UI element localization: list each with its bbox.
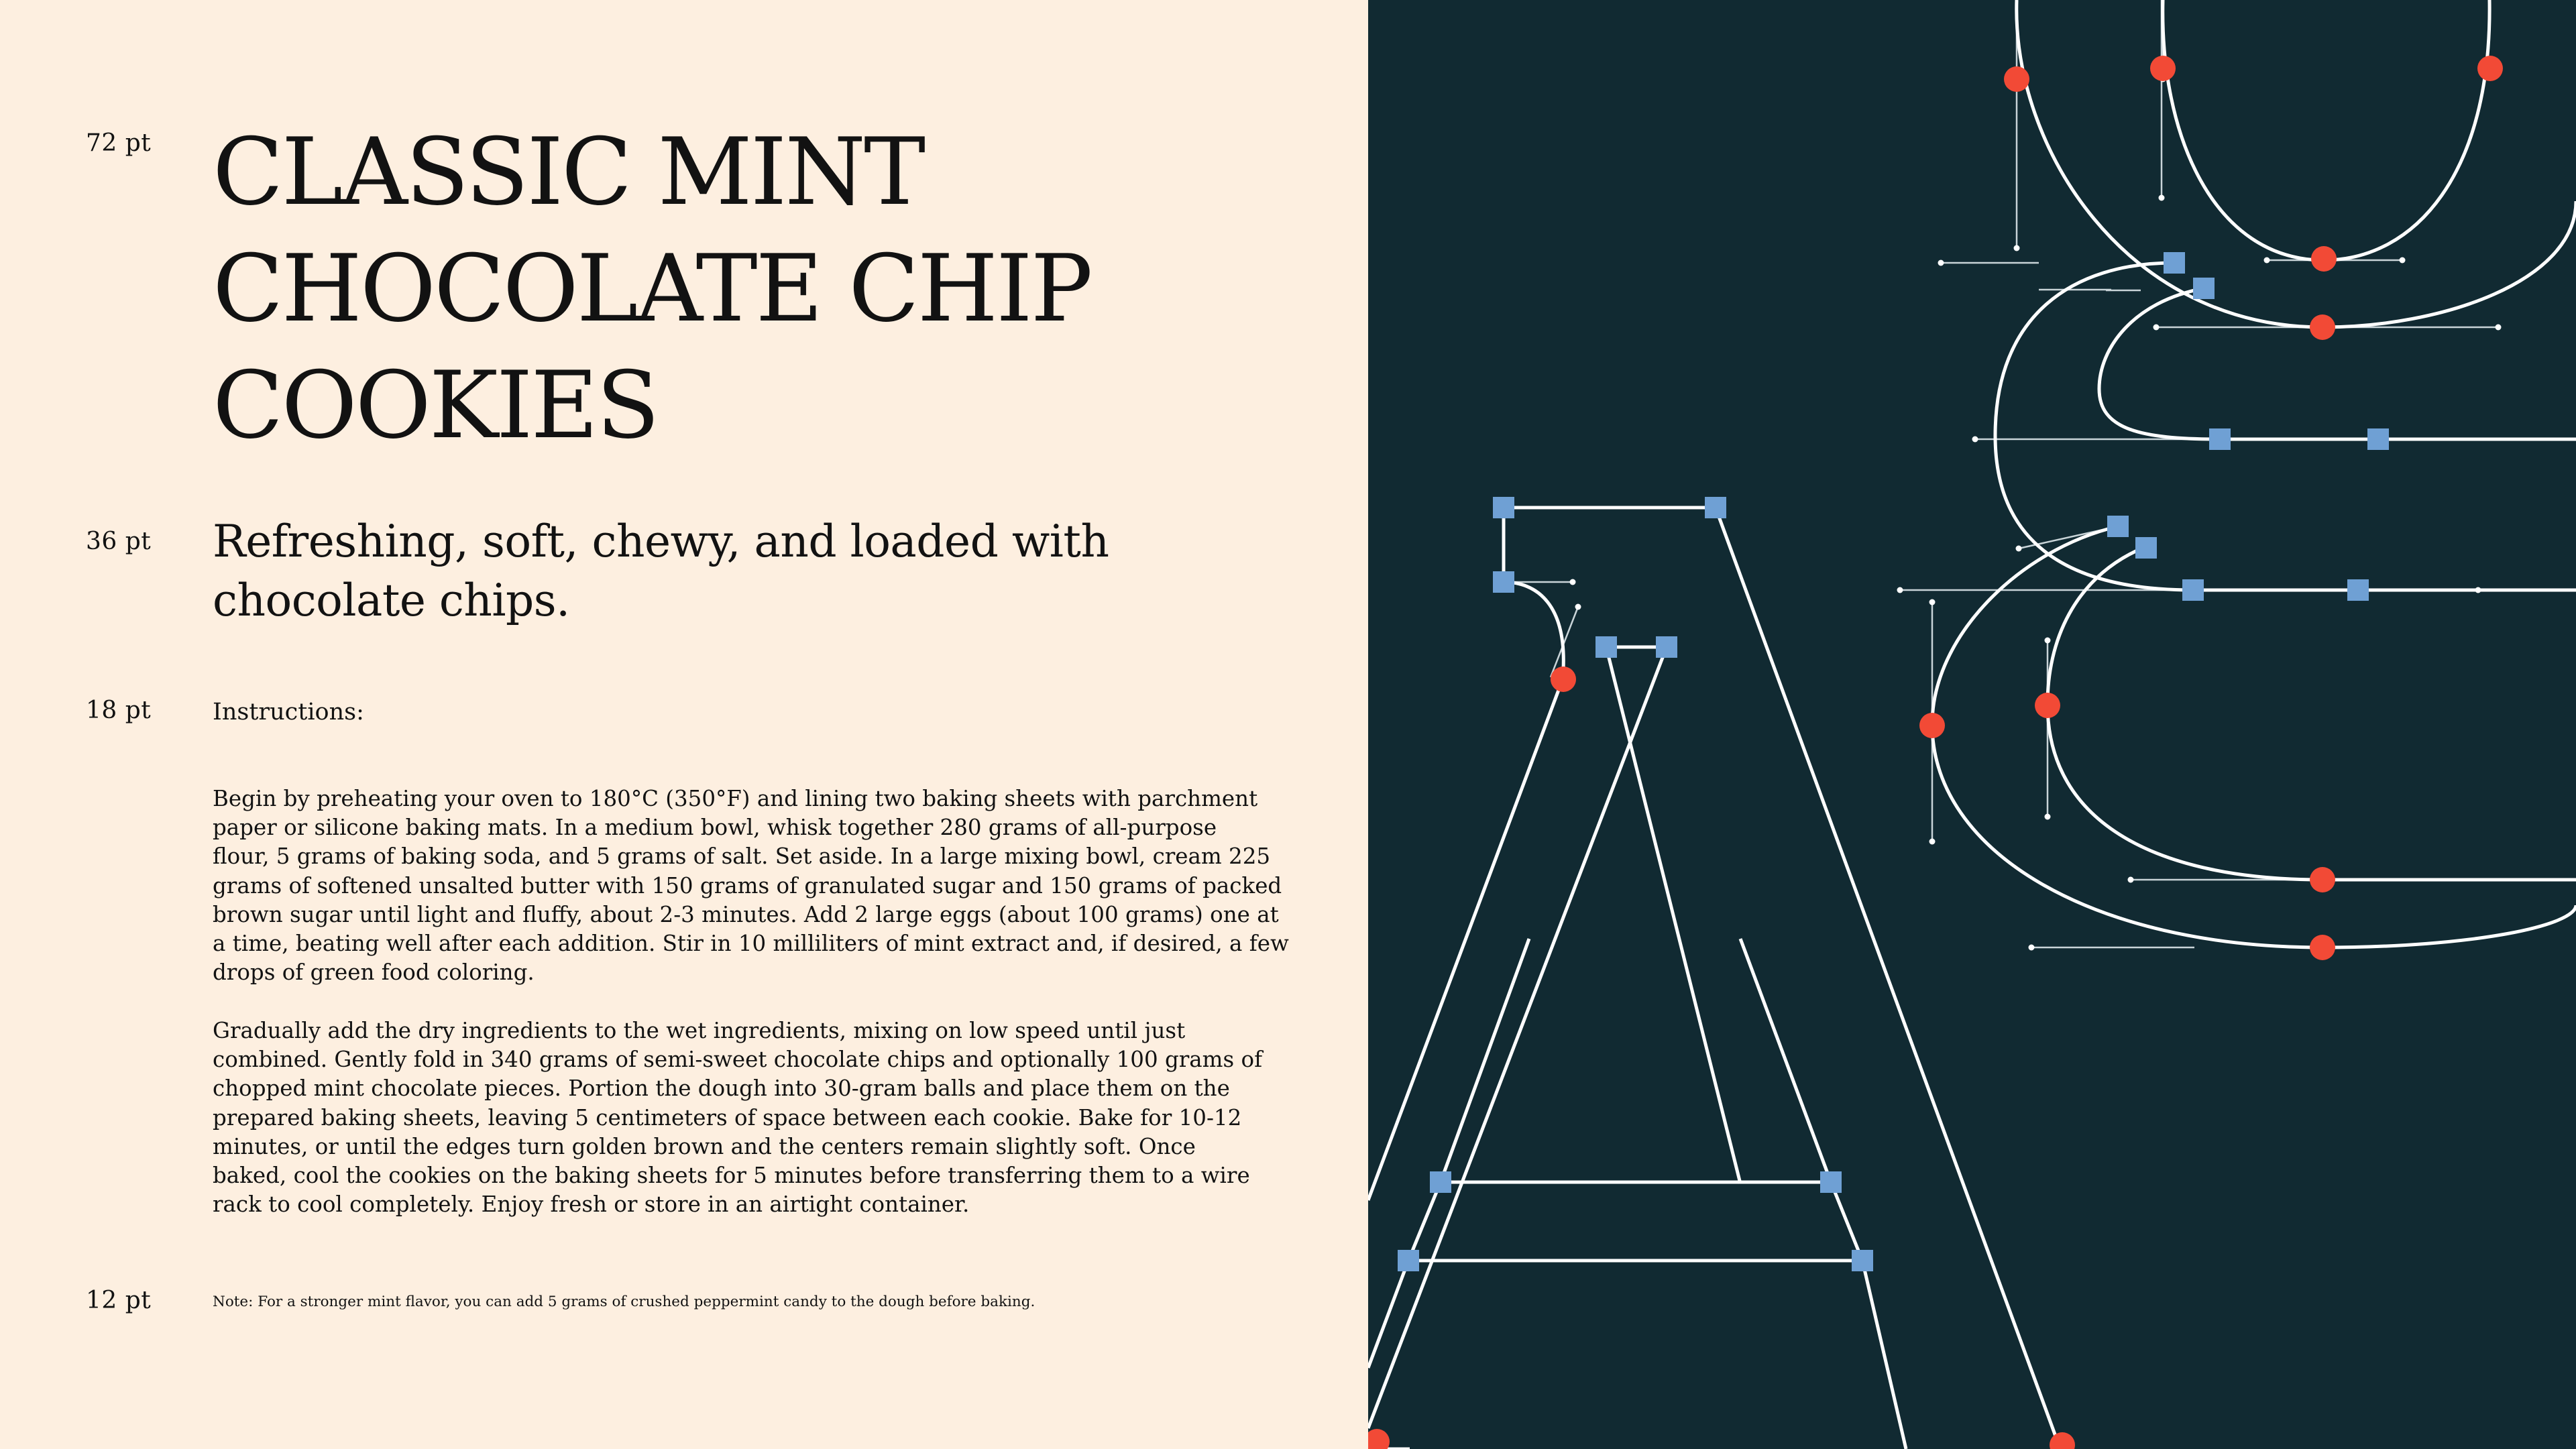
instructions-paragraph-2 [213, 1017, 1266, 1219]
title-line: CHOCOLATE CHIP [213, 235, 1091, 343]
instructions-heading: Instructions: [213, 699, 364, 726]
corner-anchors [1398, 252, 2389, 1271]
subtitle-line: Refreshing, soft, chewy, and loaded with [213, 516, 1109, 567]
title-size-label: 72 pt [86, 129, 152, 157]
paragraph-line: Gradually add the dry ingredients to the wet ingredients, mixing on low speed until just [213, 1018, 1186, 1043]
paragraph-line: chopped mint chocolate pieces. Portion the dough into 30-gram balls and place them on the [213, 1076, 1230, 1102]
paragraph-line: baked, cool the cookies on the baking sheets for 5 minutes before transferring them to a wire [213, 1163, 1250, 1189]
glyph-g-outline [1932, 0, 2576, 947]
recipe-title [213, 114, 1353, 464]
paragraph-line: minutes, or until the edges turn golden brown and the centers remain slightly soft. Once [213, 1133, 1196, 1159]
glyph-a-outline [1368, 508, 2060, 1449]
subtitle-line: chocolate chips. [213, 575, 570, 626]
paragraph-line: Begin by preheating your oven to 180°C (350°F) and lining two baking sheets with parchment [213, 786, 1258, 811]
glyph-outline-panel [1368, 0, 2576, 1449]
paragraph-line: paper or silicone baking mats. In a medium bowl, whisk together 280 grams of all-purpose [213, 815, 1217, 841]
note-size-label: 12 pt [86, 1287, 152, 1314]
subtitle-size-label: 36 pt [86, 528, 152, 555]
body-size-label: 18 pt [86, 697, 152, 724]
paragraph-line: combined. Gently fold in 340 grams of semi-sweet chocolate chips and optionally 100 grams of [213, 1047, 1263, 1073]
bezier-handles [1502, 0, 2576, 947]
paragraph-line: brown sugar until light and fluffy, about 2-3 minutes. Add 2 large eggs (about 100 grams) one at [213, 901, 1279, 927]
paragraph-line: prepared baking sheets, leaving 5 centimeters of space between each cookie. Bake for 10-12 [213, 1104, 1242, 1131]
paragraph-line: rack to cool completely. Enjoy fresh or store in an airtight container. [213, 1192, 970, 1218]
paragraph-line: drops of green food coloring. [213, 960, 535, 986]
recipe-note: Note: For a stronger mint flavor, you can add 5 grams of crushed peppermint candy to the dough before baking. [213, 1293, 1035, 1310]
title-line: COOKIES [213, 351, 658, 459]
recipe-subtitle [213, 512, 1286, 630]
paragraph-line: grams of softened unsalted butter with 150 grams of granulated sugar and 150 grams of packed [213, 872, 1282, 899]
instructions-paragraph-1 [213, 785, 1289, 987]
title-line: CLASSIC MINT [213, 118, 924, 226]
glyph-outline-illustration [1368, 0, 2576, 1449]
paragraph-line: flour, 5 grams of baking soda, and 5 grams of salt. Set aside. In a large mixing bowl, cream 225 [213, 844, 1271, 870]
paragraph-line: a time, beating well after each addition. Stir in 10 milliliters of mint extract and, if desired, a few [213, 931, 1289, 957]
